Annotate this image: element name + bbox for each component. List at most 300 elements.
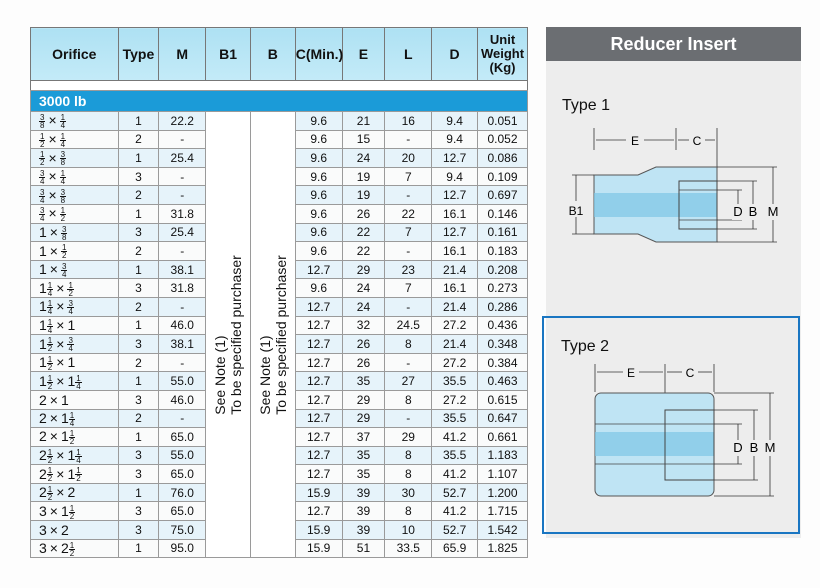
orifice-to-fraction [60,189,66,204]
cell-c-min: 9.6 [295,167,342,186]
cell-d: 21.4 [432,335,478,354]
orifice-to-numerator: 1 [76,447,81,457]
orifice-to-denominator: 4 [60,176,66,186]
orifice-times-sign: × [48,205,57,222]
orifice-to-denominator: 2 [60,214,66,224]
cell-c-min: 15.9 [295,539,342,558]
cell-l: 7 [385,167,432,186]
cell-unit-weight: 0.647 [478,409,528,428]
b1-note-line2: To be specified purchaser [228,254,245,415]
orifice-from-whole: 2 [39,447,47,464]
cell-unit-weight: 0.436 [478,316,528,335]
cell-c-min: 9.6 [295,149,342,168]
header-type: Type [118,28,159,81]
orifice-from-whole: 3 [39,521,47,538]
cell-orifice [31,428,119,447]
cell-type: 2 [118,186,159,205]
cell-c-min: 9.6 [295,186,342,205]
cell-m: 55.0 [159,446,206,465]
cell-c-min: 12.7 [295,372,342,391]
orifice-times-sign: × [56,279,65,296]
cell-orifice [31,353,119,372]
cell-orifice [31,316,119,335]
cell-l: 10 [385,521,432,540]
cell-d: 35.5 [432,446,478,465]
cell-l: 7 [385,223,432,242]
cell-e: 15 [342,130,385,149]
orifice-to-numerator: 1 [60,113,66,123]
cell-e: 21 [342,112,385,131]
type2-dim-m: M [764,440,776,455]
orifice-to-numerator: 1 [60,168,66,178]
orifice-times-sign: × [48,112,57,129]
cell-c-min: 15.9 [295,521,342,540]
b-note-line1: See Note (1) [256,335,273,415]
header-b1-text: B1 [219,46,237,62]
cell-unit-weight: 0.286 [478,297,528,316]
cell-m: 38.1 [159,260,206,279]
cell-c-min: 12.7 [295,390,342,409]
orifice-times-sign: × [49,242,58,259]
cell-e: 37 [342,428,385,447]
cell-type: 1 [118,204,159,223]
orifice-from-denominator: 2 [47,455,53,465]
cell-e: 29 [342,390,385,409]
orifice-to-whole: 1 [67,316,76,333]
cell-type: 2 [118,409,159,428]
orifice-from-numerator: 3 [40,168,45,178]
cell-c-min: 12.7 [295,353,342,372]
orifice-from-denominator: 2 [47,381,53,391]
orifice-from-numerator: 1 [47,280,53,290]
cell-l: 24.5 [385,316,432,335]
cell-type: 3 [118,223,159,242]
orifice-times-sign: × [49,428,58,445]
cell-m: 22.2 [159,112,206,131]
orifice-to-fraction [69,430,75,445]
orifice-from-denominator: 2 [40,158,45,168]
cell-e: 35 [342,372,385,391]
cell-e: 26 [342,335,385,354]
cell-l: - [385,130,432,149]
cell-orifice [31,112,119,131]
cell-e: 35 [342,465,385,484]
section-title-3000lb: 3000 lb [31,91,528,112]
cell-c-min: 12.7 [295,446,342,465]
dimension-table [30,27,528,558]
header-unit-weight-line1: Unit [489,32,516,47]
orifice-times-sign: × [49,261,58,278]
cell-type: 3 [118,521,159,540]
cell-type: 3 [118,335,159,354]
cell-l: - [385,297,432,316]
orifice-to-fraction [61,226,67,241]
cell-b-note [250,112,295,558]
cell-d: 16.1 [432,279,478,298]
orifice-to-whole: 1 [67,354,76,371]
cell-orifice [31,186,119,205]
orifice-from-fraction [47,300,53,315]
header-spacer-row [31,81,528,91]
header-m: M [159,28,206,81]
orifice-to-fraction [69,505,75,520]
cell-unit-weight: 0.661 [478,428,528,447]
header-unit-weight-line2: Weight [480,46,525,61]
orifice-from-numerator: 1 [47,373,53,383]
orifice-to-fraction [60,170,66,185]
cell-c-min: 12.7 [295,297,342,316]
cell-l: 8 [385,502,432,521]
orifice-from-fraction [39,114,45,129]
section-row [31,91,528,112]
orifice-from-denominator: 4 [40,176,45,186]
cell-orifice [31,297,119,316]
orifice-times-sign: × [56,298,65,315]
cell-d: 27.2 [432,390,478,409]
cell-e: 39 [342,521,385,540]
orifice-from-whole: 1 [39,354,47,371]
cell-e: 29 [342,409,385,428]
orifice-times-sign: × [48,186,57,203]
orifice-times-sign: × [56,335,65,352]
cell-c-min: 12.7 [295,260,342,279]
cell-type: 1 [118,149,159,168]
header-b: B [250,28,295,81]
cell-m: 38.1 [159,335,206,354]
cell-d: 12.7 [432,223,478,242]
cell-orifice [31,130,119,149]
orifice-to-numerator: 3 [60,150,66,160]
cell-unit-weight: 1.183 [478,446,528,465]
cell-b1-note [206,112,251,558]
orifice-from-whole: 2 [39,428,47,445]
cell-d: 16.1 [432,242,478,261]
orifice-to-denominator: 4 [76,455,81,465]
cell-type: 2 [118,130,159,149]
orifice-to-fraction [60,114,66,129]
cell-unit-weight: 0.463 [478,372,528,391]
orifice-from-denominator: 4 [40,195,45,205]
cell-d: 27.2 [432,316,478,335]
cell-e: 39 [342,502,385,521]
orifice-from-fraction [47,449,53,464]
orifice-to-whole: 1 [60,502,69,519]
cell-m: - [159,186,206,205]
cell-type: 3 [118,390,159,409]
cell-unit-weight: 1.542 [478,521,528,540]
orifice-to-denominator: 2 [68,288,73,298]
b-note-line2: To be specified purchaser [272,254,289,415]
cell-orifice [31,502,119,521]
orifice-from-denominator: 2 [47,474,53,484]
cell-orifice [31,260,119,279]
cell-type: 1 [118,112,159,131]
orifice-to-numerator: 1 [60,206,66,216]
orifice-to-denominator: 4 [68,307,73,317]
header-unit-weight [478,28,528,81]
cell-d: 41.2 [432,465,478,484]
cell-unit-weight: 0.348 [478,335,528,354]
cell-m: 55.0 [159,372,206,391]
cell-m: 65.0 [159,502,206,521]
orifice-times-sign: × [56,354,65,371]
cell-orifice [31,390,119,409]
cell-m: 31.8 [159,279,206,298]
cell-m: 75.0 [159,521,206,540]
cell-e: 22 [342,242,385,261]
orifice-to-whole: 1 [67,465,76,482]
cell-orifice [31,539,119,558]
cell-orifice [31,372,119,391]
orifice-times-sign: × [49,540,58,557]
orifice-to-whole: 1 [60,391,69,408]
orifice-from-whole: 2 [39,465,47,482]
cell-m: - [159,167,206,186]
cell-orifice [31,483,119,502]
orifice-to-denominator: 4 [60,121,66,131]
type1-dim-d: D [733,204,743,219]
orifice-to-fraction [60,133,66,148]
cell-orifice [31,465,119,484]
cell-orifice [31,149,119,168]
cell-orifice [31,446,119,465]
cell-l: - [385,186,432,205]
orifice-from-denominator: 2 [47,362,53,372]
cell-unit-weight: 1.107 [478,465,528,484]
orifice-to-whole: 2 [60,521,69,538]
b-vertical-note [257,255,289,415]
orifice-from-whole: 2 [39,409,47,426]
type1-dim-e: E [630,134,640,148]
cell-e: 51 [342,539,385,558]
cell-d: 9.4 [432,112,478,131]
orifice-to-whole: 1 [67,372,76,389]
orifice-from-numerator: 1 [40,150,45,160]
orifice-times-sign: × [49,223,58,240]
cell-orifice [31,167,119,186]
orifice-to-numerator: 3 [61,224,67,234]
cell-d: 16.1 [432,204,478,223]
cell-unit-weight: 1.715 [478,502,528,521]
orifice-from-numerator: 3 [40,206,45,216]
cell-d: 35.5 [432,409,478,428]
type1-dim-c: C [692,134,702,148]
cell-m: 76.0 [159,483,206,502]
cell-d: 65.9 [432,539,478,558]
orifice-from-numerator: 1 [47,485,53,495]
orifice-to-denominator: 4 [60,139,66,149]
cell-l: 30 [385,483,432,502]
cell-unit-weight: 0.615 [478,390,528,409]
orifice-times-sign: × [56,465,65,482]
cell-type: 2 [118,353,159,372]
cell-type: 1 [118,428,159,447]
orifice-to-numerator: 1 [60,131,66,141]
orifice-to-fraction [69,412,75,427]
cell-d: 12.7 [432,149,478,168]
orifice-to-numerator: 3 [68,299,73,309]
orifice-to-numerator: 1 [68,280,73,290]
table-header [31,28,528,81]
orifice-from-whole: 1 [39,242,47,259]
cell-m: - [159,297,206,316]
orifice-from-fraction [47,282,53,297]
orifice-to-denominator: 2 [76,474,81,484]
orifice-to-fraction [60,151,66,166]
orifice-from-denominator: 8 [40,121,45,131]
cell-unit-weight: 0.697 [478,186,528,205]
orifice-to-denominator: 2 [69,548,75,558]
orifice-from-numerator: 1 [47,336,53,346]
cell-type: 3 [118,446,159,465]
cell-unit-weight: 0.208 [478,260,528,279]
cell-l: 16 [385,112,432,131]
cell-unit-weight: 0.273 [478,279,528,298]
cell-l: 8 [385,335,432,354]
cell-d: 41.2 [432,502,478,521]
cell-l: 22 [385,204,432,223]
cell-c-min: 9.6 [295,223,342,242]
cell-orifice [31,521,119,540]
cell-d: 35.5 [432,372,478,391]
orifice-to-numerator: 3 [60,187,66,197]
orifice-from-whole: 1 [39,298,47,315]
orifice-from-numerator: 1 [47,299,53,309]
cell-l: 33.5 [385,539,432,558]
cell-c-min: 9.6 [295,204,342,223]
orifice-from-fraction [39,133,45,148]
cell-m: 31.8 [159,204,206,223]
orifice-times-sign: × [49,391,58,408]
orifice-to-fraction [61,263,67,278]
orifice-to-denominator: 2 [61,251,67,261]
type2-dim-d: D [733,440,743,455]
cell-m: 65.0 [159,465,206,484]
cell-c-min: 9.6 [295,242,342,261]
cell-d: 21.4 [432,297,478,316]
cell-d: 21.4 [432,260,478,279]
cell-orifice [31,204,119,223]
cell-c-min: 12.7 [295,502,342,521]
orifice-times-sign: × [56,372,65,389]
header-b1 [206,28,251,81]
cell-orifice [31,279,119,298]
cell-e: 29 [342,260,385,279]
orifice-times-sign: × [49,502,58,519]
cell-e: 19 [342,186,385,205]
cell-orifice [31,335,119,354]
cell-type: 1 [118,260,159,279]
cell-d: 9.4 [432,167,478,186]
cell-unit-weight: 0.161 [478,223,528,242]
orifice-to-denominator: 8 [61,232,67,242]
orifice-from-denominator: 4 [47,288,53,298]
orifice-to-numerator: 1 [69,429,75,439]
cell-c-min: 15.9 [295,483,342,502]
cell-m: - [159,130,206,149]
b1-note-line1: See Note (1) [212,335,229,415]
orifice-to-numerator: 1 [69,503,75,513]
orifice-to-numerator: 3 [68,336,73,346]
cell-type: 1 [118,316,159,335]
orifice-to-fraction [75,467,81,482]
cell-e: 26 [342,353,385,372]
orifice-times-sign: × [49,409,58,426]
header-unit-weight-line3: (Kg) [489,60,516,75]
orifice-from-fraction [39,207,45,222]
cell-e: 24 [342,149,385,168]
orifice-to-denominator: 4 [76,381,81,391]
cell-m: - [159,242,206,261]
cell-l: 27 [385,372,432,391]
orifice-times-sign: × [49,521,58,538]
cell-m: 25.4 [159,223,206,242]
cell-unit-weight: 0.086 [478,149,528,168]
orifice-from-fraction [39,170,45,185]
cell-c-min: 12.7 [295,428,342,447]
orifice-from-numerator: 1 [47,447,53,457]
cell-l: 29 [385,428,432,447]
cell-unit-weight: 0.051 [478,112,528,131]
orifice-times-sign: × [48,130,57,147]
header-c-min: C(Min.) [295,28,342,81]
cell-unit-weight: 0.052 [478,130,528,149]
type1-bore-stripe [594,193,717,217]
cell-d: 52.7 [432,483,478,502]
panel-title: Reducer Insert [546,27,801,61]
type2-bore-stripe [595,432,714,456]
cell-l: 8 [385,465,432,484]
orifice-from-numerator: 1 [47,466,53,476]
cell-e: 26 [342,204,385,223]
type2-dim-e: E [626,366,636,380]
orifice-to-numerator: 3 [61,261,67,271]
b1-vertical-note [212,255,244,415]
orifice-to-numerator: 1 [69,410,75,420]
cell-unit-weight: 1.200 [478,483,528,502]
cell-l: 7 [385,279,432,298]
orifice-times-sign: × [48,168,57,185]
orifice-to-fraction [75,449,81,464]
type2-label: Type 2 [561,338,610,355]
orifice-from-fraction [39,151,45,166]
header-l: L [385,28,432,81]
cell-c-min: 12.7 [295,335,342,354]
cell-d: 9.4 [432,130,478,149]
orifice-to-denominator: 8 [60,158,66,168]
cell-type: 1 [118,483,159,502]
cell-e: 24 [342,279,385,298]
type1-drawing [546,120,801,260]
orifice-to-fraction [75,375,81,390]
orifice-to-denominator: 8 [60,195,66,205]
cell-d: 41.2 [432,428,478,447]
cell-m: 25.4 [159,149,206,168]
orifice-to-denominator: 4 [61,269,67,279]
orifice-to-numerator: 1 [61,243,67,253]
orifice-from-numerator: 1 [40,131,45,141]
orifice-to-denominator: 4 [69,418,75,428]
orifice-times-sign: × [56,316,65,333]
cell-c-min: 12.7 [295,409,342,428]
cell-unit-weight: 0.109 [478,167,528,186]
orifice-times-sign: × [56,447,65,464]
orifice-from-whole: 1 [39,316,47,333]
orifice-to-numerator: 1 [76,373,81,383]
orifice-from-numerator: 3 [40,113,45,123]
orifice-to-whole: 2 [67,484,76,501]
orifice-to-denominator: 2 [69,437,75,447]
